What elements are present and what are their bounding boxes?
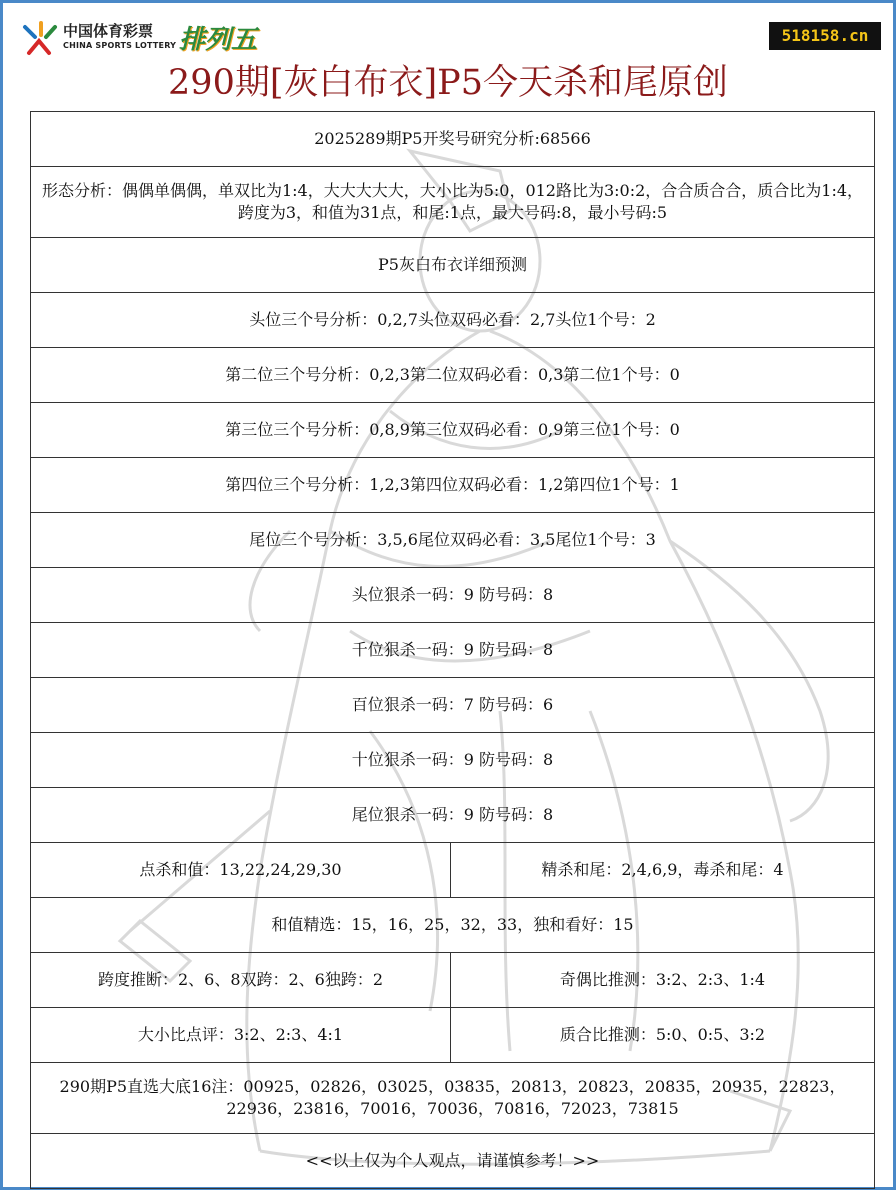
tens-position-kill: 十位狠杀一码：9 防号码：8 <box>31 733 875 788</box>
first-position-analysis: 头位三个号分析：0,2,7头位双码必看：2,7头位1个号：2 <box>31 293 875 348</box>
sports-lottery-logo-icon <box>19 17 61 59</box>
sum-kill-cell: 点杀和值：13,22,24,29,30 <box>31 843 451 898</box>
lottery-logo <box>19 17 279 59</box>
table-row <box>31 1008 875 1063</box>
first-position-kill: 头位狠杀一码：9 防号码：8 <box>31 568 875 623</box>
table-row <box>31 238 875 293</box>
last-position-kill: 尾位狠杀一码：9 防号码：8 <box>31 788 875 843</box>
site-badge[interactable]: 518158.cn <box>769 22 881 50</box>
sum-tail-kill-cell: 精杀和尾：2,4,6,9，毒杀和尾：4 <box>451 843 875 898</box>
big-small-ratio-cell: 大小比点评：3:2、2:3、4:1 <box>31 1008 451 1063</box>
table-row <box>31 953 875 1008</box>
prime-composite-ratio-cell: 质合比推测：5:0、0:5、3:2 <box>451 1008 875 1063</box>
game-name: 排列五 <box>179 25 258 55</box>
last-position-analysis: 尾位三个号分析：3,5,6尾位双码必看：3,5尾位1个号：3 <box>31 513 875 568</box>
prediction-heading-cell: P5灰白布衣详细预测 <box>31 238 875 293</box>
table-row <box>31 568 875 623</box>
pattern-analysis-cell: 形态分析：偶偶单偶偶，单双比为1:4，大大大大大，大小比为5:0，012路比为3:0:2，合合质合合，质合比为1:4，跨度为3，和值为31点，和尾:1点，最大号码:8，最小号码:5 <box>31 167 875 238</box>
table-row <box>31 403 875 458</box>
table-row <box>31 788 875 843</box>
table-row <box>31 458 875 513</box>
logo-cn-text: 中国体育彩票 <box>63 22 154 40</box>
table-row <box>31 733 875 788</box>
direct-selection-cell: 290期P5直选大底16注：00925，02826，03025，03835，20813，20823，20835，20935，22823，22936，23816，70016，70036，70816，72023，73815 <box>31 1063 875 1134</box>
page-title: 290期[灰白布衣]P5今天杀和尾原创 <box>168 63 728 103</box>
header <box>3 3 893 113</box>
sum-selection-cell: 和值精选：15，16，25，32，33，独和看好：15 <box>31 898 875 953</box>
third-position-analysis: 第三位三个号分析：0,8,9第三位双码必看：0,9第三位1个号：0 <box>31 403 875 458</box>
table-row <box>31 348 875 403</box>
prediction-table <box>30 111 875 1189</box>
table-row <box>31 898 875 953</box>
draw-result-cell: 2025289期P5开奖号研究分析:68566 <box>31 112 875 167</box>
hundreds-position-kill: 百位狠杀一码：7 防号码：6 <box>31 678 875 733</box>
span-prediction-cell: 跨度推断：2、6、8双跨：2、6独跨：2 <box>31 953 451 1008</box>
table-row <box>31 167 875 238</box>
table-row <box>31 1134 875 1189</box>
second-position-analysis: 第二位三个号分析：0,2,3第二位双码必看：0,3第二位1个号：0 <box>31 348 875 403</box>
content-area <box>30 111 874 1171</box>
table-row <box>31 513 875 568</box>
odd-even-ratio-cell: 奇偶比推测：3:2、2:3、1:4 <box>451 953 875 1008</box>
table-row <box>31 1063 875 1134</box>
table-row <box>31 293 875 348</box>
table-row <box>31 112 875 167</box>
table-row <box>31 843 875 898</box>
table-row <box>31 678 875 733</box>
table-row <box>31 623 875 678</box>
thousands-position-kill: 千位狠杀一码：9 防号码：8 <box>31 623 875 678</box>
disclaimer-cell: <<以上仅为个人观点，请谨慎参考！>> <box>31 1134 875 1189</box>
fourth-position-analysis: 第四位三个号分析：1,2,3第四位双码必看：1,2第四位1个号：1 <box>31 458 875 513</box>
logo-en-text: CHINA SPORTS LOTTERY <box>63 41 177 50</box>
